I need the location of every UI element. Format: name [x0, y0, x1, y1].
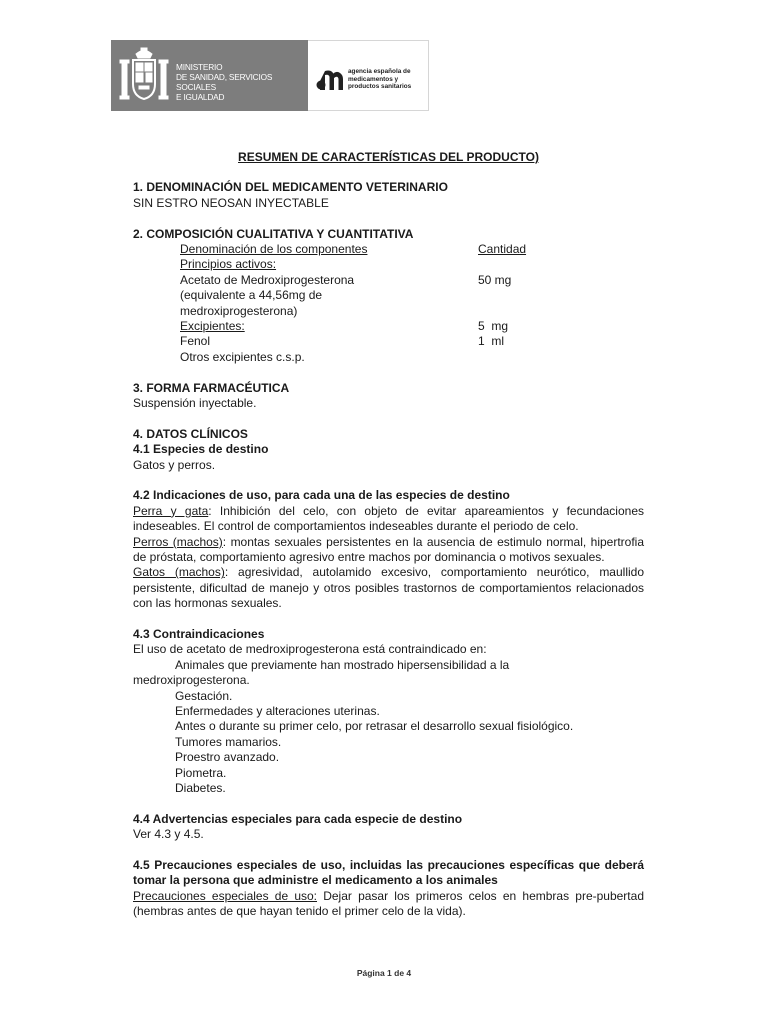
- contraindication-item: Antes o durante su primer celo, por retrasar el desarrollo sexual fisiológico.: [175, 719, 574, 734]
- active-ingredient-line: (equivalente a 44,56mg de: [180, 288, 323, 303]
- target-species: Gatos y perros.: [133, 457, 216, 472]
- section-4-heading: 4. DATOS CLÍNICOS: [133, 426, 248, 441]
- section-2-heading: 2. COMPOSICIÓN CUALITATIVA Y CUANTITATIVA: [133, 226, 414, 241]
- special-warnings: Ver 4.3 y 4.5.: [133, 827, 204, 842]
- indication-paragraph: [133, 535, 644, 566]
- ministry-line: DE SANIDAD, SERVICIOS SOCIALES: [176, 72, 273, 92]
- indication-paragraph: [133, 504, 644, 535]
- indication-paragraph: [133, 565, 644, 611]
- quantity-column-header: Cantidad: [478, 242, 527, 257]
- agency-banner: [308, 40, 429, 111]
- agency-line: agencia española de: [348, 68, 411, 75]
- excipients-label: Excipientes:: [180, 318, 245, 333]
- document-title: RESUMEN DE CARACTERÍSTICAS DEL PRODUCTO): [238, 150, 539, 164]
- components-column-header: Denominación de los componentes: [180, 242, 368, 257]
- section-4-5-heading: 4.5 Precauciones especiales de uso, incluidas las precauciones específicas que deberá tomar la persona que administre el medicamento a los animales: [133, 858, 644, 888]
- product-name: SIN ESTRO NEOSAN INYECTABLE: [133, 195, 329, 210]
- section-1-heading: 1. DENOMINACIÓN DEL MEDICAMENTO VETERINARIO: [133, 180, 448, 195]
- section-4-3-heading: 4.3 Contraindicaciones: [133, 626, 265, 641]
- composition-row: [133, 334, 644, 349]
- indication-label: Perros (machos): [133, 534, 223, 549]
- document-body: [133, 150, 644, 920]
- precautions-text: Dejar pasar los primeros celos en hembras pre-pubertad (hembras antes de que hayan tenido el primer celo de la vida).: [133, 888, 644, 919]
- composition-row: [133, 288, 644, 303]
- agency-line: productos sanitarios: [348, 83, 412, 90]
- contraindication-item: Diabetes.: [175, 781, 226, 796]
- composition-row: [133, 257, 644, 272]
- section-4-4-heading: 4.4 Advertencias especiales para cada especie de destino: [133, 811, 463, 826]
- indication-label: Perra y gata: [133, 503, 209, 518]
- composition-row: [133, 273, 644, 288]
- agency-name: [348, 68, 411, 91]
- excipients-quantity: 5 mg: [478, 318, 509, 333]
- indication-label: Gatos (machos): [133, 565, 225, 580]
- indication-text: : Inhibición del celo, con objeto de evitar apareamientos y fecundaciones indeseables. El control de comportamientos indeseables durante el periodo de celo.: [133, 503, 644, 534]
- precautions-label: Precauciones especiales de uso:: [133, 888, 318, 903]
- composition-row: [133, 304, 644, 319]
- page-number: Página 1 de 4: [356, 968, 412, 978]
- ministry-banner: [111, 40, 308, 111]
- section-4-2-heading: 4.2 Indicaciones de uso, para cada una de las especies de destino: [133, 488, 510, 503]
- contraindication-item: Gestación.: [175, 688, 233, 703]
- contraindication-item: Proestro avanzado.: [175, 750, 280, 765]
- contraindication-item: Animales que previamente han mostrado hipersensibilidad a la: [175, 657, 510, 672]
- section-4-1-heading: 4.1 Especies de destino: [133, 442, 269, 457]
- active-ingredients-label: Principios activos:: [180, 257, 277, 272]
- active-ingredient-quantity: 50 mg: [478, 272, 512, 287]
- composition-row: [133, 350, 644, 365]
- agency-line: medicamentos y: [348, 75, 399, 83]
- ministry-line: E IGUALDAD: [176, 92, 225, 102]
- indication-text: : montas sexuales persistentes en la ausencia de estimulo normal, hipertrofia de próstata, comportamiento agresivo entre machos por dominancia o motivos sexuales.: [133, 534, 645, 564]
- indication-text: : agresividad, autolamido excesivo, comportamiento neurótico, maullido persistente, dificultad de manejo y otros posibles trastornos de comportamientos relacionados con las hormonas sexuales.: [133, 565, 645, 611]
- section-3-heading: 3. FORMA FARMACÉUTICA: [133, 380, 290, 395]
- fenol-quantity: 1 ml: [478, 334, 505, 349]
- ministry-line: MINISTERIO: [176, 62, 223, 72]
- contraindication-item-continued: medroxiprogesterona.: [133, 673, 250, 688]
- contraindication-item: Tumores mamarios.: [175, 734, 282, 749]
- composition-header-row: [133, 242, 644, 257]
- contraindication-item: Piometra.: [175, 765, 227, 780]
- aemps-logo-icon: [316, 69, 344, 91]
- composition-row: [133, 319, 644, 334]
- active-ingredient-line: medroxiprogesterona): [180, 303, 298, 318]
- pharmaceutical-form: Suspensión inyectable.: [133, 395, 257, 410]
- fenol-label: Fenol: [180, 334, 211, 349]
- contraindications-intro: El uso de acetato de medroxiprogesterona está contraindicado en:: [133, 642, 487, 657]
- spain-coat-of-arms-icon: [119, 46, 169, 104]
- other-excipients: Otros excipientes c.s.p.: [180, 349, 305, 364]
- contraindication-item: Enfermedades y alteraciones uterinas.: [175, 704, 380, 719]
- ministry-name: [176, 62, 308, 102]
- precautions-paragraph: [133, 889, 644, 920]
- document-header: [111, 40, 429, 111]
- active-ingredient-line: Acetato de Medroxiprogesterona: [180, 272, 355, 287]
